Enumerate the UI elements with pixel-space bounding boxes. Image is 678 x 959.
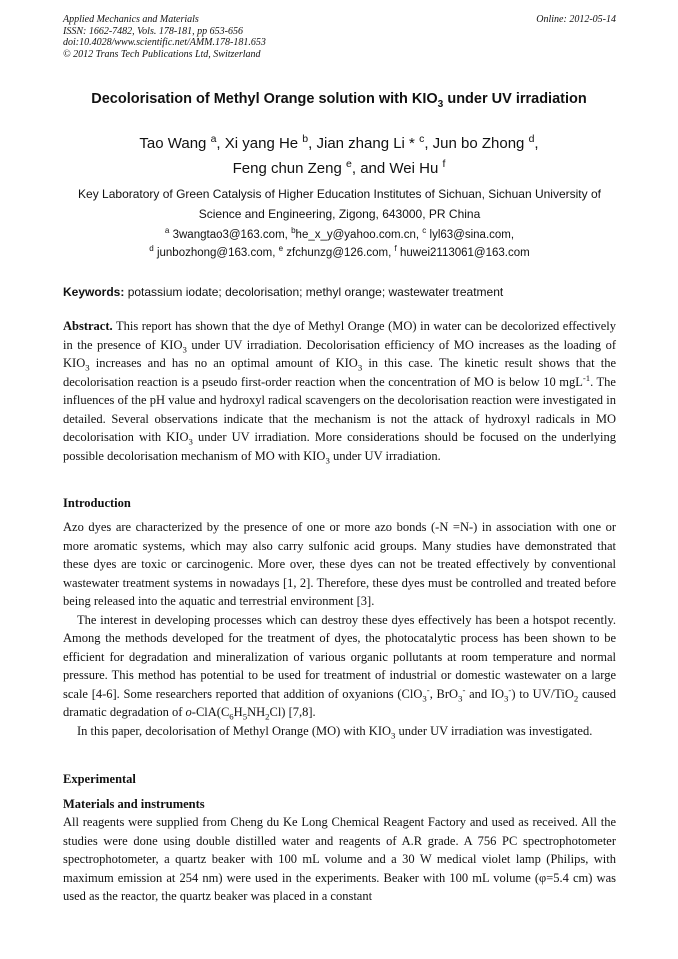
journal-header	[63, 14, 616, 60]
email-link[interactable]: zfchunzg@126.com,	[286, 247, 392, 259]
affiliation: Key Laboratory of Green Catalysis of Higher Education Institutes of Sichuan, Sichuan University of Science and Engineering, Zigong, 643000, PR China	[78, 187, 601, 221]
doi-line[interactable]: doi:10.4028/www.scientific.net/AMM.178-181.653	[63, 37, 266, 48]
email-link[interactable]: junbozhong@163.com,	[156, 247, 276, 259]
materials-paragraph: All reagents were supplied from Cheng du Ke Long Chemical Reagent Factory and used as received. All the studies were done using double distilled water and reagents of A.R grade. A 756 PC spectrophotometer spectrophotometer, a quartz beaker with 100 mL volume and a 30 W medical violet lamp (Philips, with maximum emission at 254 nm) were used in the experiments. Beaker with 100 mL volume (φ=5.4 cm) was used as the reactor, the quartz beaker was placed in a constant	[63, 815, 616, 903]
author-list	[30, 131, 648, 181]
materials-subheading: Materials and instruments	[63, 797, 205, 811]
keywords: Keywords: potassium iodate; decolorisation; methyl orange; wastewater treatment	[63, 285, 504, 299]
email-link[interactable]: huwei2113061@163.com	[399, 247, 530, 259]
email-link[interactable]: he_x_y@yahoo.com.cn,	[295, 229, 420, 241]
intro-paragraph-2: The interest in developing processes which can destroy these dyes effectively has been a hotspot recently. Among the methods developed for the treatment of dyes, the photocatalytic process has been shown to be efficient for degradation and mineralization of various organic pollutants at room temperature and normal pressure. This method has potential to be used for treatment of industrial or domestic wastewater on a large scale [4-6]. Some researchers reported that addition of oxyanions (ClO$_3$-, BrO$_3$- and $IO_3^-$) to UV/TiO$_2$ caused dramatic degradation of $o-ClA(C_6H_5NH_2Cl)$ [7,8].	[63, 612, 616, 722]
materials-text	[63, 813, 616, 906]
author-line-2: Feng chun Zeng $^e$, and Wei Hu $^f$	[232, 158, 446, 177]
journal-name: Applied Mechanics and Materials	[63, 14, 199, 25]
introduction-text	[63, 518, 616, 740]
experimental-heading: Experimental	[63, 772, 136, 786]
email-line-1: $^a$ 3wangtao3@163.com, $^b$he_x_y@yahoo.com.cn, $^c$ lyl63@sina.com,	[164, 226, 515, 241]
copyright-line: © 2012 Trans Tech Publications Ltd, Switzerland	[63, 48, 261, 60]
paper-title: Decolorisation of Methyl Orange solution with $KIO_3$ under UV irradiation	[91, 91, 587, 110]
email-list	[63, 226, 616, 262]
author-line-1: Tao Wang $^a$, Xi yang He $^b$, Jian zhang Li * $^c$, Jun bo Zhong $^d$,	[139, 133, 539, 152]
online-date: Online: 2012-05-14	[536, 14, 616, 25]
intro-paragraph-1: Azo dyes are characterized by the presence of one or more azo bonds (-N =N-) in association with one or more aromatic systems, which may also carry sulfonic acid groups. Many studies have demonstrated that these dyes are toxic or carcinogenic. More over, these dyes can not be treated effectively by conventional wastewater treatment systems in nowadays [1, 2]. Therefore, these dyes must be controlled and treated before being released into the aquatic and terrestrial environment [3].	[63, 520, 616, 608]
intro-paragraph-3: In this paper, decolorisation of Methyl Orange (MO) with $KIO_3$ under UV irradiation was investigated.	[77, 723, 593, 740]
issn-line: ISSN: 1662-7482, Vols. 178-181, pp 653-656	[63, 25, 243, 37]
email-line-2: $^d$ junbozhong@163.com, $^e$ zfchunzg@126.com, $^f$ huwei2113061@163.com	[149, 244, 530, 259]
abstract: Abstract. This report has shown that the dye of Methyl Orange (MO) in water can be decolorized effectively in the presence of $KIO_3$ under UV irradiation. Decolorisation efficiency of MO increases as the loading of $KIO_3$ increases and has no an optimal amount of $KIO_3$ in this case. The kinetic result shows that the decolorisation reaction is a pseudo first-order reaction when the concentration of MO is below 10 mgL$^{-1}$. The influences of the pH value and hydroxyl radical scavengers on the decolorisation reaction were investigated in detailed. Several observations indicate that the mechanism is not the attack of hydroxyl radicals in MO decolorisation with $KIO_3$ under UV irradiation. More considerations should be focused on the underlying possible decolorisation mechanism of MO with $KIO_3$ under UV irradiation.	[63, 319, 617, 465]
email-link[interactable]: lyl63@sina.com,	[429, 229, 515, 241]
email-link[interactable]: 3wangtao3@163.com,	[172, 229, 288, 241]
introduction-heading: Introduction	[63, 496, 131, 510]
